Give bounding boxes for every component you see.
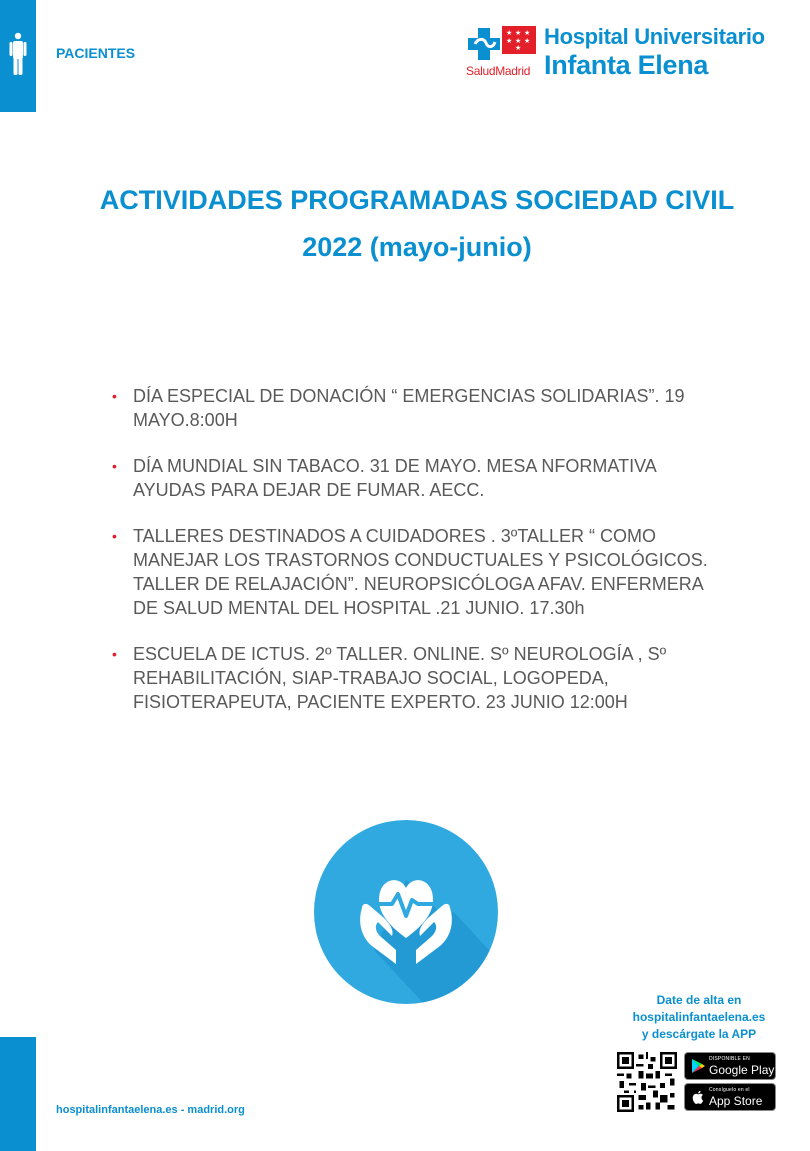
app-store-small-text: Consíguelo en el (709, 1087, 750, 1093)
bullet-icon: • (112, 458, 117, 474)
app-promo-line2[interactable]: hospitalinfantaelena.es (632, 1010, 766, 1024)
list-item (112, 524, 712, 620)
apple-icon (690, 1089, 706, 1105)
app-promo-line1: Date de alta en (656, 993, 742, 1007)
logo-line1: Hospital Universitario (544, 24, 765, 49)
side-bar-top (0, 0, 36, 112)
app-promo-line3: y descárgate la APP (641, 1027, 757, 1041)
app-store-button[interactable] (684, 1083, 776, 1111)
person-icon (8, 32, 28, 76)
logo-line2: Infanta Elena (544, 50, 709, 80)
google-play-icon (690, 1058, 706, 1074)
app-promo-text (612, 992, 786, 1043)
app-store-label: App Store (709, 1094, 763, 1108)
list-item (112, 384, 712, 432)
section-label: PACIENTES (56, 45, 136, 61)
qr-code-icon[interactable] (617, 1052, 677, 1112)
hospital-logo (466, 24, 786, 84)
google-play-small-text: DISPONIBLE EN (709, 1056, 750, 1062)
salud-madrid-wordmark: SaludMadrid (466, 64, 531, 78)
google-play-button[interactable] (684, 1052, 776, 1080)
bullet-icon: • (112, 646, 117, 662)
list-item (112, 454, 712, 502)
activities-list (112, 384, 712, 736)
activity-text: DÍA ESPECIAL DE DONACIÓN “ EMERGENCIAS SOLIDARIAS”. 19 MAYO.8:00H (133, 386, 685, 430)
hands-heart-icon (314, 820, 498, 1004)
list-item (112, 642, 712, 714)
bullet-icon: • (112, 528, 117, 544)
salud-madrid-cross-icon (466, 26, 502, 62)
madrid-flag-icon: ★ ★ ★ ★ ★ ★ ★ (502, 26, 536, 54)
google-play-label: Google Play (709, 1063, 775, 1077)
activity-text: ESCUELA DE ICTUS. 2º TALLER. ONLINE. Sº NEUROLOGÍA , Sº REHABILITACIÓN, SIAP-TRABAJO SOCIAL, LOGOPEDA, FISIOTERAPEUTA, PACIENTE EXPERTO. 23 JUNIO 12:00H (133, 644, 667, 712)
bullet-icon: • (112, 388, 117, 404)
side-bar-bottom (0, 1037, 36, 1151)
activity-text: TALLERES DESTINADOS A CUIDADORES . 3ºTALLER “ COMO MANEJAR LOS TRASTORNOS CONDUCTUALES Y PSICOLÓGICOS. TALLER DE RELAJACIÓN”. NEUROPSICÓLOGA AFAV. ENFERMERA DE SALUD MENTAL DEL HOSPITAL .21 JUNIO. 17.30h (133, 526, 708, 618)
activity-text: DÍA MUNDIAL SIN TABACO. 31 DE MAYO. MESA NFORMATIVA AYUDAS PARA DEJAR DE FUMAR. AECC. (133, 456, 656, 500)
page-title-line2: 2022 (mayo-junio) (302, 232, 532, 262)
footer-link[interactable]: hospitalinfantaelena.es - madrid.org (56, 1104, 245, 1116)
page-title-line1: ACTIVIDADES PROGRAMADAS SOCIEDAD CIVIL (99, 185, 735, 215)
